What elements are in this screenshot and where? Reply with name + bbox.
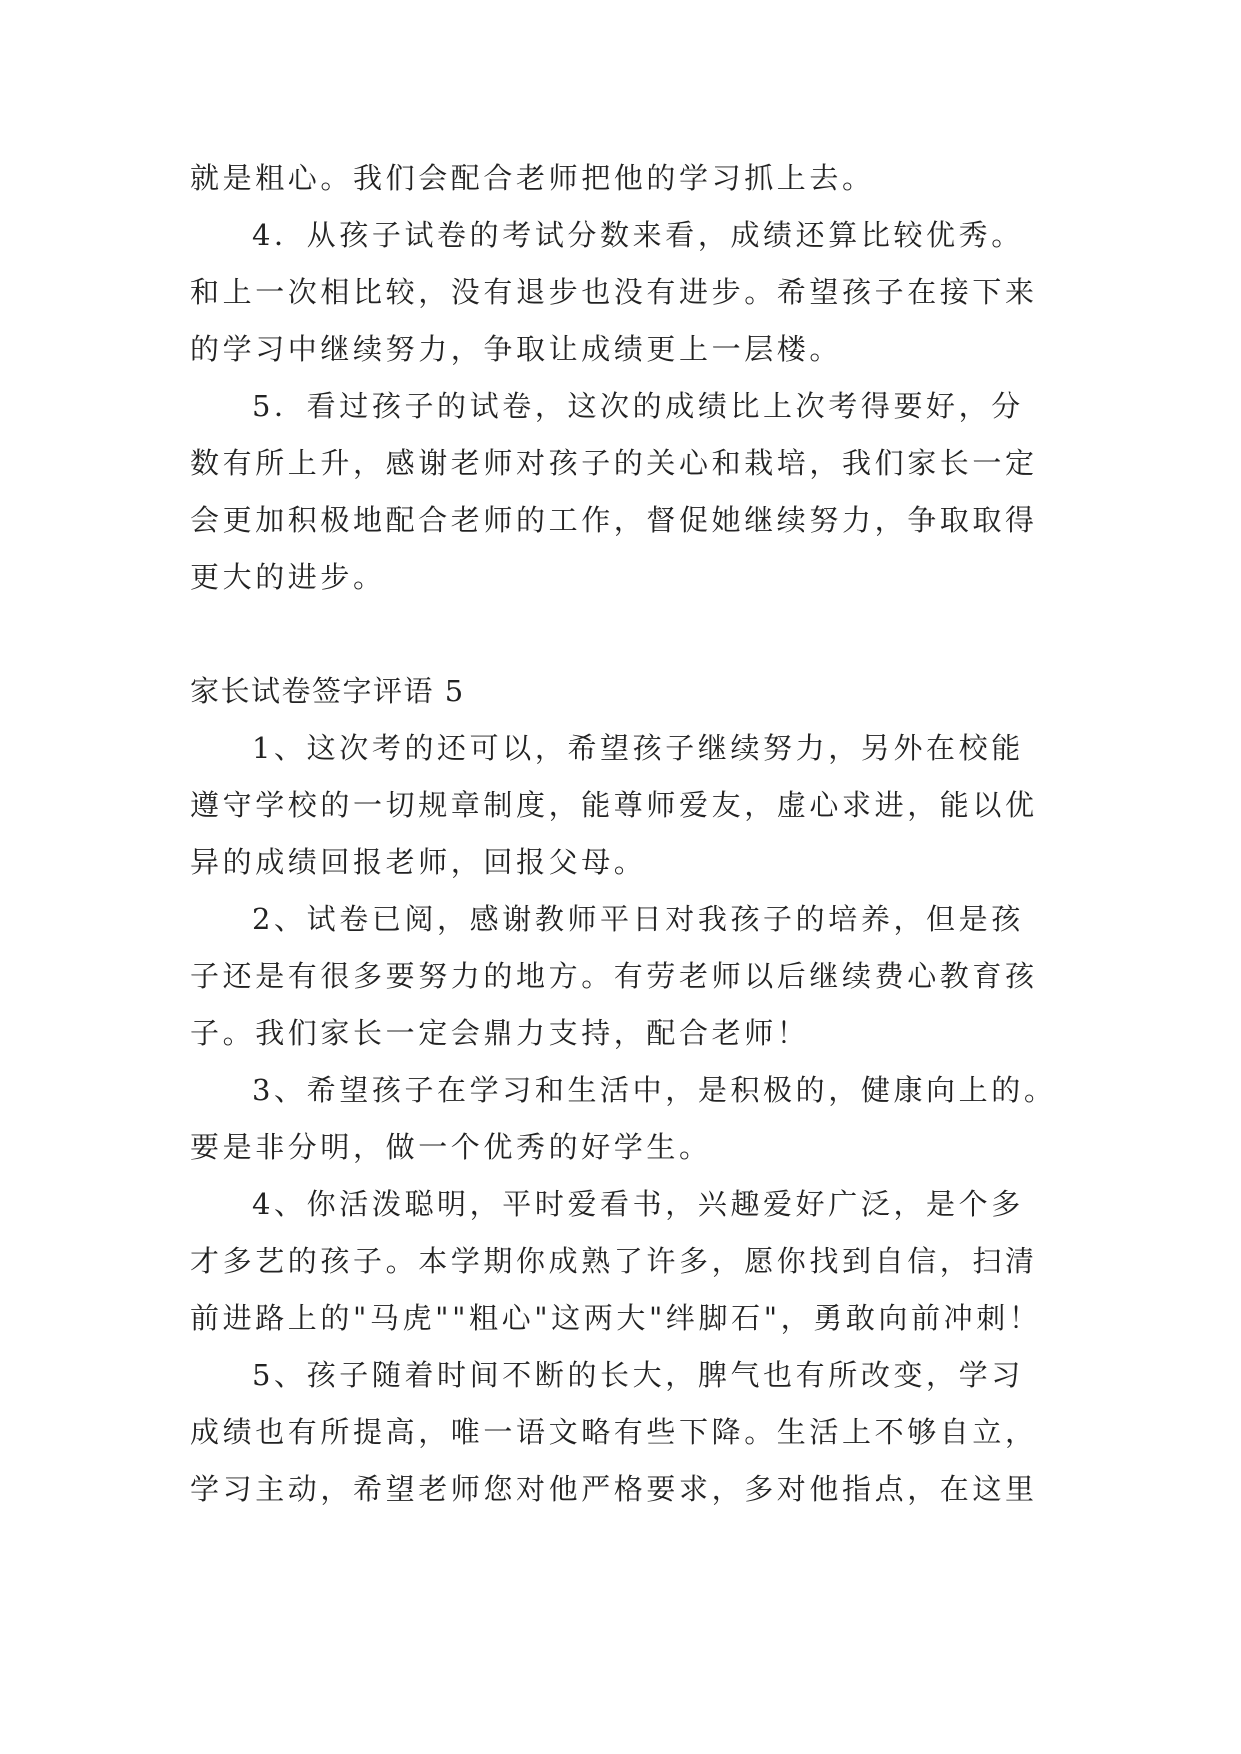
paragraph-line: 4．从孩子试卷的考试分数来看，成绩还算比较优秀。: [252, 218, 1024, 252]
paragraph-line: 2、试卷已阅，感谢教师平日对我孩子的培养，但是孩: [252, 902, 1024, 936]
paragraph-line: 遵守学校的一切规章制度，能尊师爱友，虚心求进，能以优: [190, 788, 1038, 822]
paragraph-line: 就是粗心。我们会配合老师把他的学习抓上去。: [190, 161, 875, 195]
paragraph-line: 和上一次相比较，没有退步也没有进步。希望孩子在接下来: [190, 275, 1038, 309]
paragraph-line: 4、你活泼聪明，平时爱看书，兴趣爱好广泛，是个多: [252, 1187, 1024, 1221]
paragraph-line: 要是非分明，做一个优秀的好学生。: [190, 1130, 712, 1164]
paragraph-line: 数有所上升，感谢老师对孩子的关心和栽培，我们家长一定: [190, 446, 1038, 480]
paragraph-line: 3、希望孩子在学习和生活中，是积极的，健康向上的。: [252, 1073, 1057, 1107]
paragraph-line: 的学习中继续努力，争取让成绩更上一层楼。: [190, 332, 843, 366]
paragraph-line: 成绩也有所提高，唯一语文略有些下降。生活上不够自立，: [190, 1415, 1038, 1449]
paragraph-line: 异的成绩回报老师，回报父母。: [190, 845, 647, 879]
paragraph-line: 才多艺的孩子。本学期你成熟了许多，愿你找到自信，扫清: [190, 1244, 1038, 1278]
paragraph-line: 1、这次考的还可以，希望孩子继续努力，另外在校能: [252, 731, 1024, 765]
paragraph-line: 会更加积极地配合老师的工作，督促她继续努力，争取取得: [190, 503, 1038, 537]
paragraph-line: 5、孩子随着时间不断的长大，脾气也有所改变，学习: [252, 1358, 1024, 1392]
paragraph-line: 更大的进步。: [190, 560, 386, 594]
paragraph-line: 前进路上的"马虎""粗心"这两大"绊脚石"，勇敢向前冲刺！: [190, 1301, 1042, 1335]
section-heading: 家长试卷签字评语 5: [190, 674, 465, 708]
paragraph-line: 学习主动，希望老师您对他严格要求，多对他指点，在这里: [190, 1472, 1038, 1506]
paragraph-line: 5．看过孩子的试卷，这次的成绩比上次考得要好，分: [252, 389, 1024, 423]
paragraph-line: 子。我们家长一定会鼎力支持，配合老师！: [190, 1016, 810, 1050]
paragraph-line: 子还是有很多要努力的地方。有劳老师以后继续费心教育孩: [190, 959, 1038, 993]
